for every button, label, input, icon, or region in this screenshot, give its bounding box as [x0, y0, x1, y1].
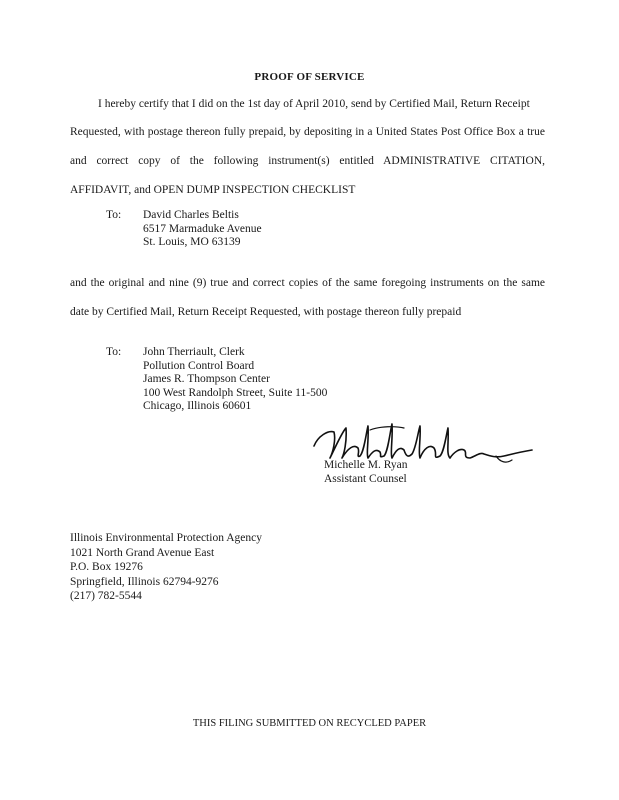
recipient-2-street: 100 West Randolph Street, Suite 11-500 — [143, 386, 328, 399]
recipient-1-street: 6517 Marmaduke Avenue — [143, 222, 262, 235]
agency-city: Springfield, Illinois 62794-9276 — [70, 575, 219, 588]
agency-phone: (217) 782-5544 — [70, 590, 142, 602]
agency-street: 1021 North Grand Avenue East — [70, 546, 215, 559]
original-line-2: date by Certified Mail, Return Receipt Requested, with postage thereon fully prepaid — [70, 306, 462, 318]
to-label-2: To: — [106, 346, 122, 358]
original-line-1: and the original and nine (9) true and correct copies of the same foregoing instruments on the same — [70, 277, 545, 289]
signer-name: Michelle M. Ryan — [324, 459, 408, 471]
certify-line-1: I hereby certify that I did on the 1st day of April 2010, send by Certified Mail, Return Receipt — [98, 98, 530, 110]
certify-line-2: Requested, with postage thereon fully prepaid, by depositing in a United States Post Office Box a true — [70, 126, 545, 138]
agency-address — [70, 531, 262, 604]
recycled-paper-footer: THIS FILING SUBMITTED ON RECYCLED PAPER — [192, 718, 427, 729]
page-title: PROOF OF SERVICE — [254, 71, 365, 83]
agency-name: Illinois Environmental Protection Agency — [70, 532, 262, 544]
recipient-2-city: Chicago, Illinois 60601 — [143, 400, 252, 412]
recipient-2-building: James R. Thompson Center — [143, 373, 270, 385]
agency-po-box: P.O. Box 19276 — [70, 561, 143, 573]
recipient-1-address — [143, 209, 262, 250]
recipient-2-org: Pollution Control Board — [143, 359, 255, 372]
certify-line-4: AFFIDAVIT, and OPEN DUMP INSPECTION CHECKLIST — [70, 184, 356, 196]
recipient-1-city: St. Louis, MO 63139 — [143, 236, 241, 248]
signer-title: Assistant Counsel — [324, 472, 407, 485]
recipient-1-name: David Charles Beltis — [143, 209, 239, 221]
to-label-1: To: — [106, 209, 122, 221]
recipient-2-name: John Therriault, Clerk — [143, 346, 245, 358]
recipient-2-address — [143, 346, 327, 414]
certify-line-3: and correct copy of the following instrument(s) entitled ADMINISTRATIVE CITATION, — [70, 155, 545, 167]
signer-block — [324, 459, 408, 486]
